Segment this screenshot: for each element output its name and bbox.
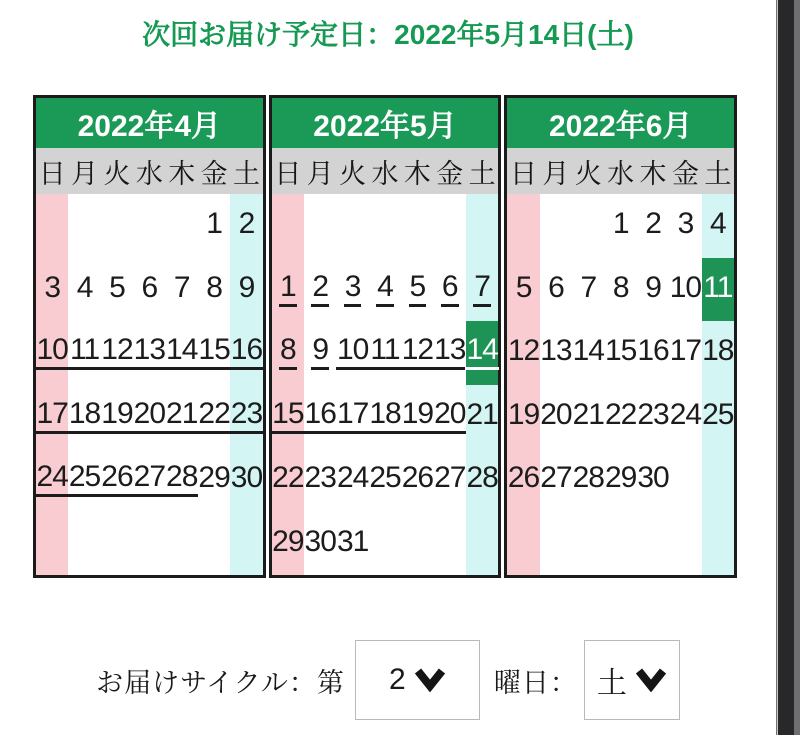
date-cell[interactable] xyxy=(369,385,401,449)
date-number: 25 xyxy=(369,461,401,495)
date-cell[interactable] xyxy=(101,385,133,449)
date-number: 17 xyxy=(669,334,702,368)
date-cell xyxy=(669,258,701,322)
date-number: 7 xyxy=(580,270,597,304)
date-cell[interactable] xyxy=(369,321,401,385)
empty-cell xyxy=(401,194,433,258)
date-cell xyxy=(637,321,669,385)
date-cell-selected[interactable] xyxy=(702,258,734,322)
date-number: 4 xyxy=(709,207,726,241)
weekday-cell: 金 xyxy=(200,158,228,189)
date-number: 31 xyxy=(336,524,369,558)
empty-cell xyxy=(466,512,498,576)
empty-cell xyxy=(702,512,734,576)
empty-cell xyxy=(36,194,68,258)
date-number: 8 xyxy=(612,270,629,304)
date-number: 20 xyxy=(133,399,166,434)
date-cell xyxy=(36,258,68,322)
date-cell xyxy=(336,448,368,512)
empty-cell xyxy=(101,194,133,258)
date-number: 9 xyxy=(645,270,661,304)
date-number: 16 xyxy=(230,335,263,370)
calendar-grid xyxy=(272,194,499,575)
weekday-cell: 土 xyxy=(704,158,732,189)
date-cell[interactable] xyxy=(101,448,133,512)
date-cell[interactable] xyxy=(336,258,368,322)
date-cell xyxy=(230,258,262,322)
date-cell xyxy=(604,385,636,449)
date-cell[interactable] xyxy=(304,321,336,385)
date-number: 10 xyxy=(336,335,369,370)
date-number: 8 xyxy=(206,270,222,304)
date-cell xyxy=(540,448,572,512)
date-number: 13 xyxy=(133,335,166,370)
date-number: 6 xyxy=(141,270,158,304)
date-number: 3 xyxy=(44,270,61,304)
date-cell xyxy=(507,258,539,322)
date-number: 28 xyxy=(572,461,604,495)
date-number: 12 xyxy=(507,334,540,368)
date-number: 6 xyxy=(441,272,459,307)
empty-cell xyxy=(466,194,498,258)
empty-cell xyxy=(68,512,100,576)
date-cell xyxy=(466,385,498,449)
date-number: 27 xyxy=(133,462,166,497)
date-number: 3 xyxy=(344,272,362,307)
date-cell xyxy=(669,194,701,258)
date-number: 2 xyxy=(645,207,661,241)
weekday-cell: 火 xyxy=(339,158,367,189)
weekday-select-label: 曜日： xyxy=(493,667,578,698)
date-number: 20 xyxy=(540,397,572,431)
date-number: 23 xyxy=(637,397,669,431)
empty-cell xyxy=(572,194,604,258)
date-cell xyxy=(401,448,433,512)
date-number: 27 xyxy=(540,461,572,495)
date-cell xyxy=(572,385,604,449)
date-cell xyxy=(604,321,636,385)
cycle-select-value: 2 xyxy=(389,663,406,696)
empty-cell xyxy=(133,512,165,576)
date-number: 22 xyxy=(272,461,304,495)
date-cell xyxy=(336,512,368,576)
date-cell xyxy=(637,385,669,449)
weekday-cell: 木 xyxy=(639,158,667,189)
cycle-label: お届けサイクル：第 xyxy=(96,667,345,698)
empty-cell xyxy=(198,512,230,576)
date-cell[interactable] xyxy=(272,258,304,322)
date-number: 12 xyxy=(401,335,434,370)
date-cell xyxy=(572,258,604,322)
date-cell[interactable] xyxy=(466,258,498,322)
weekday-cell: 土 xyxy=(232,158,260,189)
weekday-cell: 日 xyxy=(38,158,66,189)
date-cell xyxy=(230,194,262,258)
date-cell[interactable] xyxy=(304,258,336,322)
date-cell xyxy=(507,448,539,512)
date-number: 24 xyxy=(36,462,69,497)
date-cell xyxy=(702,385,734,449)
calendar-strip xyxy=(33,95,737,578)
weekday-select-value: 土 xyxy=(596,667,627,700)
date-cell[interactable] xyxy=(304,385,336,449)
empty-cell xyxy=(304,194,336,258)
page-title: 次回お届け予定日：2022年5月14日(土) xyxy=(142,19,634,50)
empty-cell xyxy=(637,512,669,576)
date-cell xyxy=(572,321,604,385)
date-number: 16 xyxy=(304,399,337,434)
weekday-cell: 水 xyxy=(371,158,399,189)
date-number: 2 xyxy=(238,207,255,241)
empty-cell xyxy=(604,512,636,576)
date-cell[interactable] xyxy=(336,385,368,449)
date-cell[interactable] xyxy=(198,321,230,385)
date-cell xyxy=(466,448,498,512)
date-cell[interactable] xyxy=(401,321,433,385)
date-number: 17 xyxy=(36,399,69,434)
date-cell xyxy=(369,448,401,512)
date-number: 6 xyxy=(548,270,564,304)
date-number: 1 xyxy=(206,207,222,241)
date-cell[interactable] xyxy=(68,385,100,449)
date-cell[interactable] xyxy=(434,258,466,322)
date-number: 27 xyxy=(434,461,466,495)
date-number: 9 xyxy=(238,270,255,304)
date-number: 30 xyxy=(304,524,336,558)
date-number: 25 xyxy=(702,397,734,431)
date-number: 16 xyxy=(637,334,669,368)
empty-cell xyxy=(36,512,68,576)
empty-cell xyxy=(166,512,198,576)
date-cell xyxy=(272,448,304,512)
date-cell[interactable] xyxy=(401,258,433,322)
date-cell[interactable] xyxy=(68,321,100,385)
date-cell[interactable] xyxy=(101,321,133,385)
date-number: 19 xyxy=(100,399,133,434)
date-cell[interactable] xyxy=(336,321,368,385)
weekday-row xyxy=(272,148,499,194)
date-number: 1 xyxy=(279,272,297,307)
date-cell[interactable] xyxy=(272,321,304,385)
date-cell[interactable] xyxy=(198,385,230,449)
date-number: 14 xyxy=(572,334,604,368)
date-cell[interactable] xyxy=(36,385,68,449)
chevron-down-icon xyxy=(414,668,446,692)
calendar-may xyxy=(269,95,502,578)
date-number: 18 xyxy=(702,334,734,368)
date-cell xyxy=(198,258,230,322)
date-cell xyxy=(669,385,701,449)
date-cell xyxy=(669,321,701,385)
empty-cell xyxy=(572,512,604,576)
delivery-cycle-controls xyxy=(0,638,776,722)
scrollbar-track[interactable] xyxy=(776,0,800,735)
weekday-cell: 金 xyxy=(436,158,464,189)
empty-cell xyxy=(434,512,466,576)
date-cell[interactable] xyxy=(166,448,198,512)
date-number: 19 xyxy=(401,399,434,434)
date-number: 21 xyxy=(466,397,498,431)
month-header: 2022年6月 xyxy=(507,98,734,148)
date-cell[interactable] xyxy=(230,385,262,449)
cycle-select[interactable] xyxy=(355,640,480,720)
date-number: 17 xyxy=(336,399,369,434)
date-cell xyxy=(702,194,734,258)
empty-cell xyxy=(669,512,701,576)
date-number: 9 xyxy=(311,335,329,370)
date-number: 15 xyxy=(271,399,304,434)
empty-cell xyxy=(101,512,133,576)
empty-cell xyxy=(166,194,198,258)
empty-cell xyxy=(369,194,401,258)
date-cell xyxy=(637,448,669,512)
weekday-cell: 火 xyxy=(103,158,131,189)
date-number: 14 xyxy=(165,335,198,370)
date-cell xyxy=(272,512,304,576)
date-number: 5 xyxy=(109,270,125,304)
weekday-cell: 木 xyxy=(168,158,196,189)
date-cell xyxy=(540,258,572,322)
date-cell xyxy=(507,321,539,385)
chevron-down-icon xyxy=(635,668,667,692)
date-number: 30 xyxy=(230,461,263,495)
date-cell xyxy=(540,321,572,385)
empty-cell xyxy=(507,194,539,258)
date-cell[interactable] xyxy=(36,321,68,385)
date-number: 19 xyxy=(507,397,540,431)
empty-cell xyxy=(133,194,165,258)
date-cell xyxy=(198,194,230,258)
date-number: 28 xyxy=(466,461,498,495)
date-number: 30 xyxy=(637,461,669,495)
date-cell xyxy=(230,448,262,512)
calendar-grid xyxy=(507,194,734,575)
date-number: 11 xyxy=(369,335,400,370)
date-cell[interactable] xyxy=(272,385,304,449)
date-number: 23 xyxy=(304,461,336,495)
weekday-cell: 月 xyxy=(542,158,570,189)
date-number: 8 xyxy=(279,335,297,370)
date-number: 26 xyxy=(507,461,540,495)
empty-cell xyxy=(336,194,368,258)
date-number: 22 xyxy=(197,399,230,434)
empty-cell xyxy=(272,194,304,258)
weekday-cell: 水 xyxy=(135,158,163,189)
date-cell-selected[interactable] xyxy=(466,321,498,385)
empty-cell xyxy=(702,448,734,512)
date-cell xyxy=(198,448,230,512)
date-number: 24 xyxy=(336,461,369,495)
date-cell xyxy=(304,448,336,512)
date-number: 18 xyxy=(368,399,401,434)
weekday-cell: 金 xyxy=(671,158,699,189)
date-cell[interactable] xyxy=(434,321,466,385)
weekday-select[interactable] xyxy=(584,640,680,720)
empty-cell xyxy=(230,512,262,576)
date-cell xyxy=(101,258,133,322)
date-number: 11 xyxy=(703,270,733,304)
date-number: 26 xyxy=(100,462,133,497)
weekday-cell: 月 xyxy=(306,158,334,189)
weekday-row xyxy=(507,148,734,194)
calendar-grid xyxy=(36,194,263,575)
month-header: 2022年4月 xyxy=(36,98,263,148)
date-number: 14 xyxy=(465,335,498,370)
empty-cell xyxy=(669,448,701,512)
date-number: 10 xyxy=(669,270,702,304)
date-cell[interactable] xyxy=(133,321,165,385)
date-number: 7 xyxy=(473,272,491,307)
date-number: 24 xyxy=(669,397,702,431)
date-cell xyxy=(702,321,734,385)
month-header: 2022年5月 xyxy=(272,98,499,148)
date-number: 21 xyxy=(165,399,198,434)
date-cell xyxy=(604,258,636,322)
empty-cell xyxy=(540,194,572,258)
date-cell xyxy=(133,258,165,322)
date-number: 10 xyxy=(36,335,69,370)
date-number: 29 xyxy=(604,461,637,495)
date-number: 5 xyxy=(409,272,427,307)
empty-cell xyxy=(401,512,433,576)
date-cell xyxy=(572,448,604,512)
date-cell[interactable] xyxy=(36,448,68,512)
date-cell[interactable] xyxy=(133,385,165,449)
date-number: 25 xyxy=(68,462,101,497)
date-cell[interactable] xyxy=(133,448,165,512)
date-cell[interactable] xyxy=(401,385,433,449)
date-number: 2 xyxy=(311,272,329,307)
date-number: 28 xyxy=(165,462,198,497)
date-number: 5 xyxy=(515,270,532,304)
date-number: 12 xyxy=(100,335,133,370)
date-cell xyxy=(434,448,466,512)
weekday-row xyxy=(36,148,263,194)
weekday-cell: 土 xyxy=(468,158,496,189)
date-number: 13 xyxy=(540,334,572,368)
weekday-cell: 月 xyxy=(71,158,99,189)
empty-cell xyxy=(434,194,466,258)
date-cell xyxy=(604,194,636,258)
date-number: 21 xyxy=(572,397,604,431)
date-cell xyxy=(304,512,336,576)
date-cell xyxy=(604,448,636,512)
date-number: 22 xyxy=(604,397,637,431)
date-number: 29 xyxy=(272,524,304,558)
date-cell xyxy=(540,385,572,449)
date-number: 29 xyxy=(198,461,230,495)
date-number: 20 xyxy=(433,399,466,434)
empty-cell xyxy=(540,512,572,576)
calendar-april xyxy=(33,95,266,578)
empty-cell xyxy=(369,512,401,576)
date-cell[interactable] xyxy=(68,448,100,512)
date-cell xyxy=(637,258,669,322)
weekday-cell: 水 xyxy=(607,158,635,189)
date-number: 3 xyxy=(677,207,694,241)
weekday-cell: 日 xyxy=(510,158,538,189)
date-number: 4 xyxy=(76,270,93,304)
date-number: 7 xyxy=(173,270,190,304)
weekday-cell: 火 xyxy=(574,158,602,189)
empty-cell xyxy=(507,512,539,576)
date-number: 1 xyxy=(612,207,629,241)
date-number: 4 xyxy=(376,272,394,307)
date-cell[interactable] xyxy=(166,385,198,449)
date-number: 23 xyxy=(230,399,263,434)
empty-cell xyxy=(68,194,100,258)
date-number: 15 xyxy=(604,334,637,368)
weekday-cell: 木 xyxy=(403,158,431,189)
date-number: 18 xyxy=(68,399,101,434)
date-cell xyxy=(637,194,669,258)
date-cell xyxy=(68,258,100,322)
date-number: 15 xyxy=(197,335,230,370)
date-cell xyxy=(166,258,198,322)
date-number: 26 xyxy=(401,461,434,495)
date-number: 13 xyxy=(433,335,466,370)
date-cell[interactable] xyxy=(434,385,466,449)
scrollbar-thumb[interactable] xyxy=(777,0,794,735)
weekday-cell: 日 xyxy=(274,158,302,189)
date-cell xyxy=(507,385,539,449)
date-cell[interactable] xyxy=(230,321,262,385)
calendar-june xyxy=(504,95,737,578)
date-number: 11 xyxy=(69,335,100,370)
date-cell[interactable] xyxy=(369,258,401,322)
date-cell[interactable] xyxy=(166,321,198,385)
